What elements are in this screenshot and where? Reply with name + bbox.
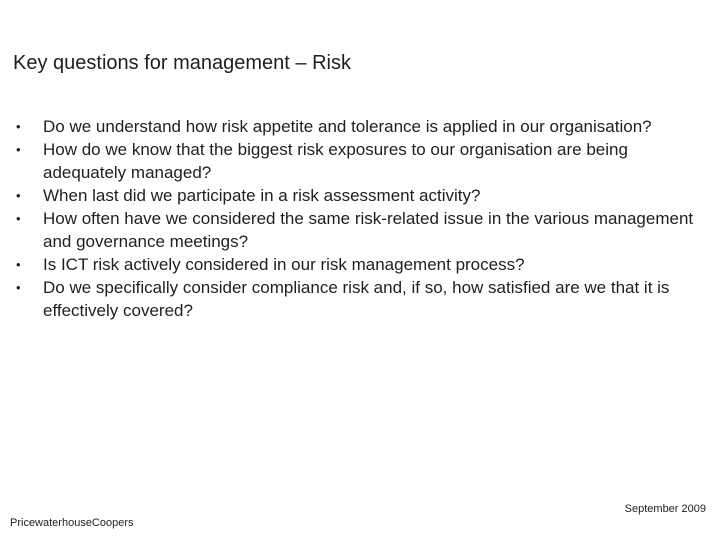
bullet-icon: • <box>16 142 21 157</box>
bullet-icon: • <box>16 211 21 226</box>
bullet-icon: • <box>16 257 21 272</box>
bullet-item <box>13 207 713 253</box>
bullet-icon: • <box>16 119 21 134</box>
bullet-list <box>13 115 713 322</box>
bullet-item <box>13 253 713 276</box>
bullet-text: How do we know that the biggest risk exposures to our organisation are being adequately managed? <box>43 140 628 182</box>
footer-brand: PricewaterhouseCoopers <box>10 517 134 529</box>
bullet-text: Do we understand how risk appetite and tolerance is applied in our organisation? <box>43 117 652 136</box>
bullet-text: How often have we considered the same risk-related issue in the various management and governance meetings? <box>43 209 694 251</box>
bullet-item <box>13 276 713 322</box>
footer-date: September 2009 <box>624 503 706 515</box>
bullet-text: Is ICT risk actively considered in our risk management process? <box>43 255 525 274</box>
bullet-icon: • <box>16 280 21 295</box>
bullet-item <box>13 138 713 184</box>
bullet-icon: • <box>16 188 21 203</box>
bullet-text: Do we specifically consider compliance risk and, if so, how satisfied are we that it is effectively covered? <box>43 278 670 320</box>
bullet-item <box>13 115 713 138</box>
slide-title: Key questions for management – Risk <box>13 52 351 74</box>
bullet-item <box>13 184 713 207</box>
bullet-text: When last did we participate in a risk assessment activity? <box>43 186 481 205</box>
